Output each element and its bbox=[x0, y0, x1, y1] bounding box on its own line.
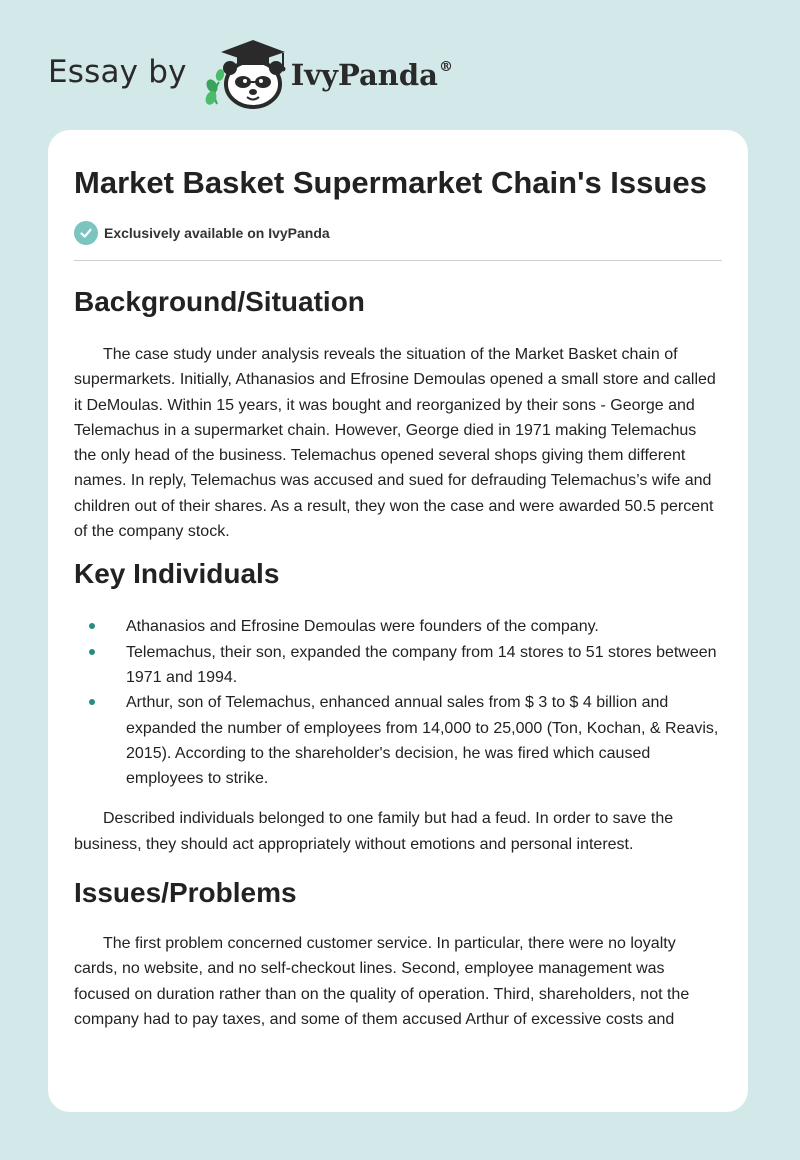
essay-card bbox=[48, 130, 748, 1112]
section-heading-background: Background/Situation bbox=[74, 286, 365, 317]
essay-by-label: Essay by bbox=[48, 54, 187, 90]
bullet-icon bbox=[89, 699, 95, 705]
bullet-icon bbox=[89, 649, 95, 655]
list-item: Athanasios and Efrosine Demoulas were founders of the company. bbox=[74, 614, 722, 639]
brand-name: IvyPanda® bbox=[290, 58, 453, 92]
section-heading-key-individuals: Key Individuals bbox=[74, 558, 280, 590]
exclusive-label: Exclusively available on IvyPanda bbox=[104, 225, 330, 241]
bullet-icon bbox=[89, 623, 95, 629]
panda-graduate-icon bbox=[199, 34, 295, 110]
ivypanda-logo-link[interactable] bbox=[199, 34, 453, 110]
site-header bbox=[48, 34, 453, 110]
title-divider bbox=[74, 260, 722, 261]
list-item: Arthur, son of Telemachus, enhanced annual sales from $ 3 to $ 4 billion and expanded the number of employees from 14,000 to 25,000 (Ton, Kochan, & Reavis, 2015). According to the shareholder's decision, he was fired which caused employees to strike. bbox=[74, 690, 722, 791]
list-item: Telemachus, their son, expanded the company from 14 stores to 51 stores between 1971 and 1994. bbox=[74, 640, 722, 691]
page-title: Market Basket Supermarket Chain's Issues bbox=[74, 165, 707, 200]
check-icon bbox=[74, 221, 98, 245]
section-heading-issues: Issues/Problems bbox=[74, 877, 297, 909]
key-individuals-list bbox=[74, 614, 722, 791]
exclusive-badge bbox=[74, 221, 722, 245]
key-individuals-paragraph: Described individuals belonged to one family but had a feud. In order to save the business, they should act appropriately without emotions and personal interest. bbox=[74, 810, 674, 853]
issues-paragraph: The first problem concerned customer service. In particular, there were no loyalty cards, no website, and no self-checkout lines. Second, employee management was focused on duration rather than on the quality of operation. Third, shareholders, not the company had to pay taxes, and some of them accused Arthur of excessive costs and bbox=[74, 935, 690, 1028]
background-paragraph: The case study under analysis reveals the situation of the Market Basket chain of supermarkets. Initially, Athanasios and Efrosine Demoulas opened a small store and called it DeMoulas. Within 15 years, it was bought and reorganized by their sons - George and Telemachus in a supermarket chain. However, George died in 1971 making Telemachus the only head of the business. Telemachus opened several shops giving them different names. In reply, Telemachus was accused and sued for defrauding Telemachus’s wife and children out of their shares. As a result, they won the case and were awarded 50.5 percent of the company stock. bbox=[74, 346, 716, 541]
